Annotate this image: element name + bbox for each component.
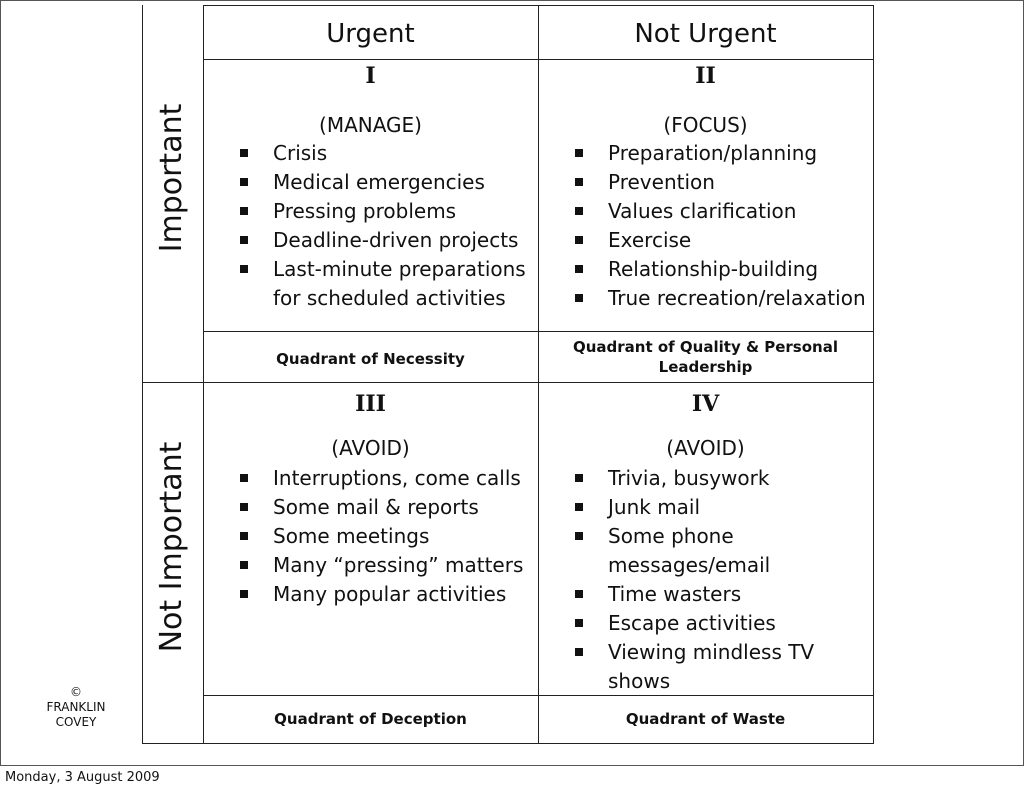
quadrant-name: Quadrant of Quality & Personal Leadership — [573, 338, 838, 376]
quadrant-numeral: III — [355, 391, 386, 417]
grid-line — [142, 743, 874, 744]
list-item: Exercise — [571, 226, 871, 255]
quadrant-4 — [538, 382, 873, 695]
quadrant-numeral: II — [695, 63, 716, 89]
quadrant-2 — [538, 59, 873, 331]
list-item: Interruptions, come calls — [236, 464, 536, 493]
footer-date: Monday, 3 August 2009 — [5, 770, 160, 785]
quadrant-items — [236, 139, 536, 313]
list-item: Many popular activities — [236, 580, 536, 609]
list-item: Some mail & reports — [236, 493, 536, 522]
column-header-urgent: Urgent — [326, 19, 415, 49]
list-item: Deadline-driven projects — [236, 226, 536, 255]
quadrant-numeral: IV — [691, 391, 720, 417]
list-item: Last-minute preparations for scheduled activities — [236, 255, 528, 313]
quadrant-name: Quadrant of Waste — [625, 710, 786, 728]
list-item: True recreation/relaxation — [571, 284, 871, 313]
quadrant-mode: (FOCUS) — [663, 113, 748, 137]
quadrant-items — [236, 464, 536, 609]
quadrant-name: Quadrant of Deception — [274, 710, 467, 728]
quadrant-items — [571, 139, 871, 313]
quadrant-mode: (MANAGE) — [319, 113, 422, 137]
list-item: Pressing problems — [236, 197, 536, 226]
list-item: Prevention — [571, 168, 871, 197]
list-item: Some meetings — [236, 522, 536, 551]
grid-line — [142, 5, 143, 743]
list-item: Time wasters — [571, 580, 861, 609]
quadrant-1 — [203, 59, 538, 331]
list-item: Medical emergencies — [236, 168, 536, 197]
list-item: Relationship-building — [571, 255, 871, 284]
quadrant-numeral: I — [365, 63, 376, 89]
row-label-important: Important — [154, 103, 189, 253]
list-item: Some phone messages/email — [571, 522, 758, 580]
list-item: Escape activities — [571, 609, 861, 638]
column-header-not-urgent: Not Urgent — [634, 19, 777, 49]
list-item: Viewing mindless TV shows — [571, 638, 848, 696]
list-item: Values clarification — [571, 197, 871, 226]
list-item: Crisis — [236, 139, 536, 168]
copyright-note: © FRANKLIN COVEY — [46, 685, 106, 729]
quadrant-mode: (AVOID) — [331, 436, 410, 460]
quadrant-3 — [203, 382, 538, 695]
list-item: Preparation/planning — [571, 139, 871, 168]
list-item: Many “pressing” matters — [236, 551, 536, 580]
quadrant-mode: (AVOID) — [666, 436, 745, 460]
grid-line — [873, 5, 874, 743]
list-item: Junk mail — [571, 493, 861, 522]
quadrant-items — [571, 464, 861, 696]
row-label-not-important: Not Important — [154, 441, 189, 653]
list-item: Trivia, busywork — [571, 464, 861, 493]
quadrant-name: Quadrant of Necessity — [276, 350, 465, 368]
